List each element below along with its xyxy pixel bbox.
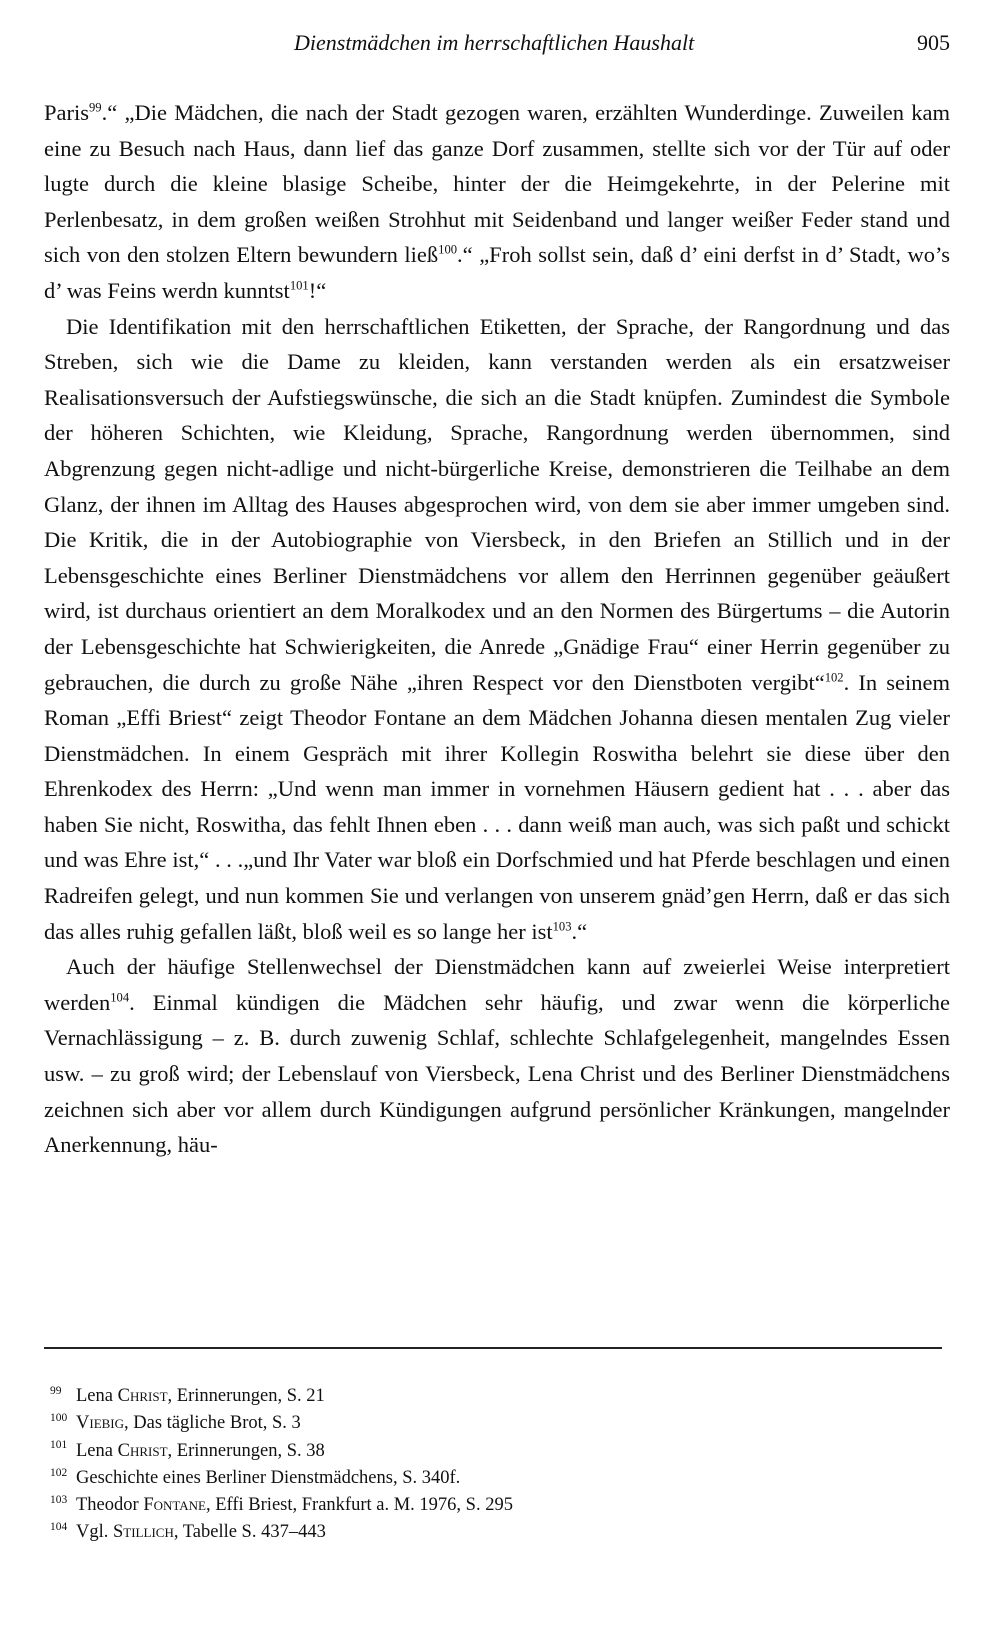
footnote-author: Fontane — [143, 1495, 206, 1516]
footnote: 101 Lena Christ, Erinnerungen, S. 38 — [50, 1439, 325, 1461]
footnote-ref-104: 104 — [110, 990, 130, 1005]
footnote-ref-101: 101 — [289, 278, 309, 293]
footnote-text: , Erinnerungen, S. 21 — [167, 1386, 325, 1406]
page-number: 905 — [917, 30, 950, 55]
footnote: 103 Theodor Fontane, Effi Briest, Frankfurt a. M. 1976, S. 295 — [50, 1494, 513, 1516]
paragraph-text: Die Identifikation mit den herrschaftlichen Etiketten, der Sprache, der Rangordnung und das Streben, sich wie die Dame zu kleiden, kann verstanden werden als ein ersatzweiser Realisationsversuch der Aufstiegswünsche, die sich an die Stadt knüpfen. Zumindest die Symbole der höheren Schichten, wie Kleidung, Sprache, Rangordnung werden übernommen, sind Abgrenzung gegen nicht-adlige und nicht-bürgerliche Kreise, demonstrieren die Teilhabe an dem Glanz, der ihnen im Alltag des Hauses abgesprochen wird, von dem sie aber immer umgeben sind. Die Kritik, die in der Autobiographie von Viersbeck, in den Briefen an Stillich und in der Lebensgeschichte eines Berliner Dienstmädchens vor allem den Herrinnen gegenüber geäußert wird, ist durchaus orientiert an dem Moralkodex und an den Normen des Bürgertums – die Autorin der Lebensgeschichte hat Schwierigkeiten, die Anrede „Gnädige Frau“ einer Herrin gegenüber zu gebrauchen, die durch zu große Nähe „ihren Respect vor den Dienstboten vergibt“ — [44, 313, 950, 695]
footnote-ref-99: 99 — [89, 100, 102, 115]
footnote: 99 Lena Christ, Erinnerungen, S. 21 — [50, 1384, 325, 1406]
footnote-text: , Das tägliche Brot, S. 3 — [124, 1413, 301, 1434]
footnote-text: , Effi Briest, Frankfurt a. M. 1976, S. 295 — [206, 1495, 513, 1516]
footnote-text: Geschichte eines Berliner Dienstmädchens, S. 340f. — [76, 1467, 461, 1488]
footnote-text: Lena — [76, 1386, 118, 1406]
footnote-ref-102: 102 — [824, 670, 844, 684]
page-header — [44, 30, 950, 66]
footnote: 100 Viebig, Das tägliche Brot, S. 3 — [50, 1412, 301, 1434]
footnote-divider — [44, 1347, 942, 1349]
footnote-author: Viebig — [76, 1413, 125, 1434]
footnote-text: Theodor — [76, 1495, 144, 1516]
paragraph-text: Paris — [44, 100, 89, 125]
footnote-author: Stillich — [113, 1522, 174, 1543]
paragraph-text: .“ — [571, 918, 588, 944]
paragraph-2 — [44, 309, 950, 950]
footnote-author: Christ — [117, 1440, 168, 1461]
paragraph-text: Auch der häufige Stellenwechsel der Dienstmädchen kann auf zweierlei Weise interpretiert werden — [44, 954, 950, 1015]
footnote-ref-100: 100 — [438, 242, 458, 257]
paragraph-text: . In seinem Roman „Effi Briest“ zeigt Theodor Fontane an dem Mädchen Johanna diesen mentalen Zug vieler Dienstmädchen. In einem Gespräch mit ihrer Kollegin Roswitha belehrt sie diese über den Ehrenkodex des Herrn: „Und wenn man immer in vornehmen Häusern gedient hat . . . aber das haben Sie nicht, Roswitha, das fehlt Ihnen eben . . . dann weiß man auch, was sich paßt und schickt und was Ehre ist,“ . . .„und Ihr Vater war bloß ein Dorfschmied und hat Pferde beschlagen und einen Radreifen gelegt, und nun kommen Sie und verlangen von unserem gnäd’gen Herrn, daß er das sich das alles ruhig gefallen läßt, bloß weil es so lange her ist — [44, 669, 950, 944]
paragraph-text: . Einmal kündigen die Mädchen sehr häufig, und zwar wenn die körperliche Vernachlässigung – z. B. durch zuwenig Schlaf, schlechte Schlafgelegenheit, mangelndes Essen usw. – zu groß wird; der Lebenslauf von Viersbeck, Lena Christ und des Berliner Dienstmädchens zeichnen sich aber vor allem durch Kündigungen aufgrund persönlicher Kränkungen, mangelnder Anerkennung, häu- — [44, 989, 950, 1158]
footnote-ref-103: 103 — [552, 919, 572, 934]
paragraph-text: .“ „Die Mädchen, die nach der Stadt gezogen waren, erzählten Wunderdinge. Zuweilen kam eine zu Besuch nach Haus, dann lief das ganze Dorf zusammen, stellte sich vor der Tür auf oder lugte durch die kleine blasige Scheibe, hinter der die Heimgekehrte, in der Pelerine mit Perlenbesatz, in dem großen weißen Strohhut mit Seidenband und langer weißer Feder stand und sich von den stolzen Eltern bewundern ließ — [44, 100, 950, 268]
footnote-text: Vgl. — [76, 1522, 113, 1543]
running-title: Dienstmädchen im herrschaftlichen Haushalt — [294, 30, 695, 55]
footnote: 102 Geschichte eines Berliner Dienstmädchens, S. 340f. — [50, 1466, 461, 1488]
paragraph-1 — [44, 95, 950, 309]
footnote-text: Lena — [76, 1440, 118, 1461]
paragraph-text: .“ „Froh sollst sein, daß d’ eini derfst in d’ Stadt, wo’s d’ was Feins werdn kunntst — [44, 242, 950, 303]
body-text — [44, 95, 950, 1163]
footnote-text: , Tabelle S. 437–443 — [173, 1522, 326, 1543]
footnotes — [50, 1383, 930, 1547]
footnote-author: Christ — [117, 1386, 168, 1406]
paragraph-text: !“ — [308, 277, 327, 303]
footnote-text: , Erinnerungen, S. 38 — [167, 1440, 325, 1461]
footnote: 104 Vgl. Stillich, Tabelle S. 437–443 — [50, 1521, 326, 1543]
paragraph-3 — [44, 949, 950, 1163]
